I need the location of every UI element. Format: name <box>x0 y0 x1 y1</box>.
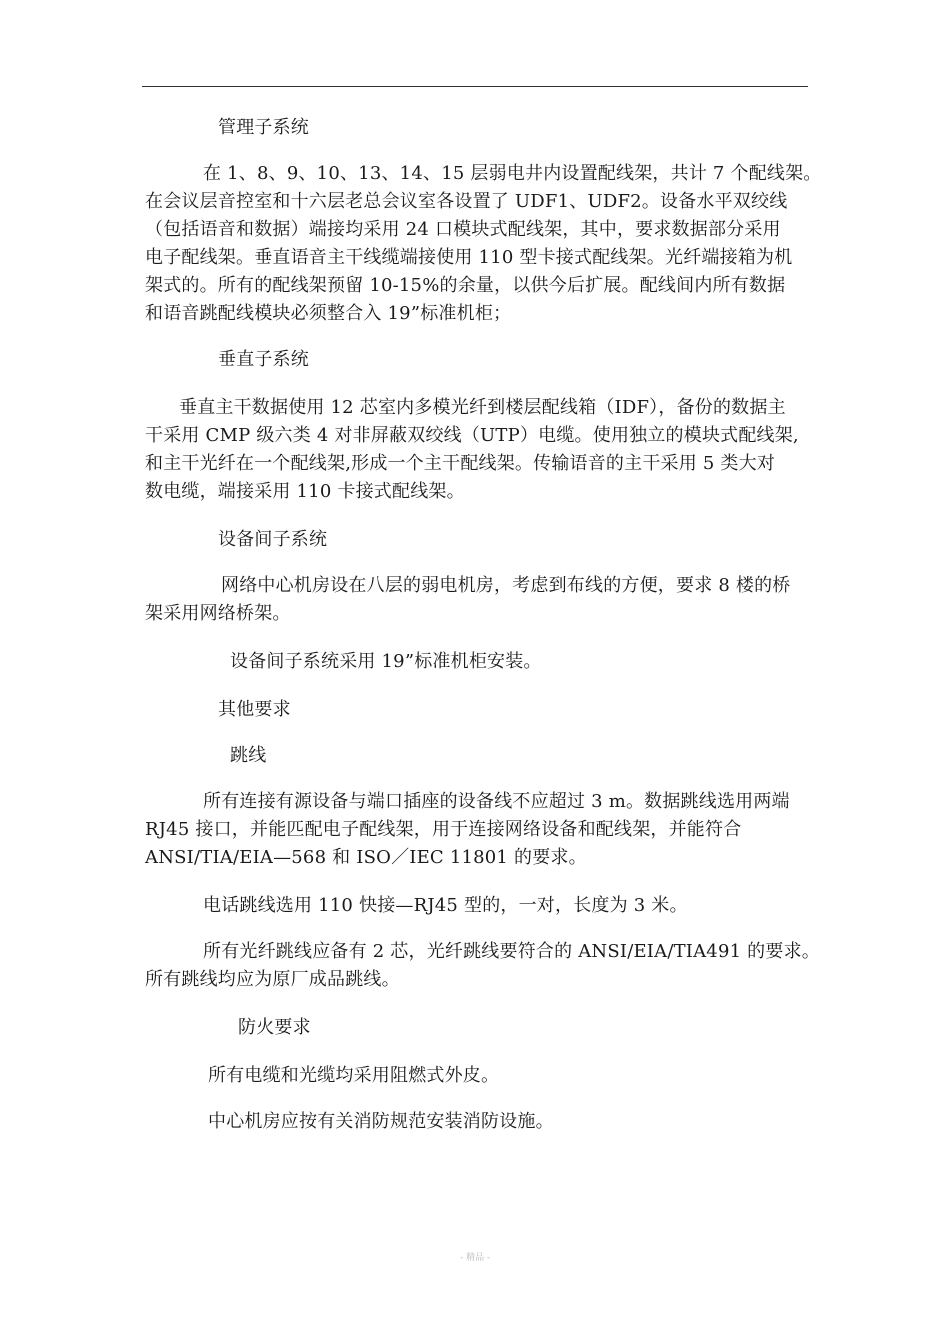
text-line: 垂直主干数据使用 12 芯室内多模光纤到楼层配线箱（IDF），备份的数据主 <box>179 397 786 418</box>
paragraph-cabinet: 设备间子系统采用 19”标准机柜安装。 <box>230 651 542 672</box>
paragraph-flame-retardant: 所有电缆和光缆均采用阻燃式外皮。 <box>208 1065 500 1086</box>
text-line: ANSI/TIA/EIA—568 和 ISO／IEC 11801 的要求。 <box>145 847 587 868</box>
page-footer: - 精品 - <box>460 1253 491 1263</box>
heading-other-requirements: 其他要求 <box>218 699 291 720</box>
text-line: 和语音跳配线模块必须整合入 19”标准机柜； <box>145 303 512 324</box>
text-line: 干采用 CMP 级六类 4 对非屏蔽双绞线（UTP）电缆。使用独立的模块式配线架, <box>145 425 799 446</box>
paragraph-vertical <box>145 394 809 506</box>
paragraph-phone-patch: 电话跳线选用 110 快接—RJ45 型的，一对，长度为 3 米。 <box>203 895 688 916</box>
paragraph-fire-protection: 中心机房应按有关消防规范安装消防设施。 <box>208 1111 554 1132</box>
heading-management-subsystem: 管理子系统 <box>218 117 309 138</box>
paragraph-equipment-room <box>145 572 809 628</box>
text-line: 架式的。所有的配线架预留 10-15%的余量，以供今后扩展。配线间内所有数据 <box>145 275 786 296</box>
text-line: （包括语音和数据）端接均采用 24 口模块式配线架，其中，要求数据部分采用 <box>145 219 781 240</box>
text-line: 所有光纤跳线应备有 2 芯，光纤跳线要符合的 ANSI/EIA/TIA491 的要求。 <box>203 941 820 962</box>
text-line: 数电缆，端接采用 110 卡接式配线架。 <box>145 481 465 502</box>
text-line: 在会议层音控室和十六层老总会议室各设置了 UDF1、UDF2。设备水平双绞线 <box>145 191 788 212</box>
heading-patch-cords: 跳线 <box>230 745 267 766</box>
paragraph-patch-cords <box>145 788 809 872</box>
paragraph-fiber-patch <box>145 938 820 994</box>
heading-vertical-subsystem: 垂直子系统 <box>218 349 309 370</box>
text-line: 在 1、8、9、10、13、14、15 层弱电井内设置配线架，共计 7 个配线架。 <box>203 163 822 184</box>
text-line: 网络中心机房设在八层的弱电机房，考虑到布线的方便，要求 8 楼的桥 <box>221 575 791 596</box>
text-line: 电子配线架。垂直语音主干线缆端接使用 110 型卡接式配线架。光纤端接箱为机 <box>145 247 793 268</box>
text-line: 和主干光纤在一个配线架,形成一个主干配线架。传输语音的主干采用 5 类大对 <box>145 453 776 474</box>
text-line: RJ45 接口，并能匹配电子配线架，用于连接网络设备和配线架，并能符合 <box>145 819 742 840</box>
heading-equipment-room-subsystem: 设备间子系统 <box>218 529 328 550</box>
paragraph-management <box>145 160 822 328</box>
text-line: 架采用网络桥架。 <box>145 603 291 624</box>
header-rule <box>142 86 808 87</box>
text-line: 所有连接有源设备与端口插座的设备线不应超过 3 m。数据跳线选用两端 <box>203 791 790 812</box>
text-line: 所有跳线均应为原厂成品跳线。 <box>145 969 400 990</box>
heading-fire-requirements: 防火要求 <box>238 1017 311 1038</box>
